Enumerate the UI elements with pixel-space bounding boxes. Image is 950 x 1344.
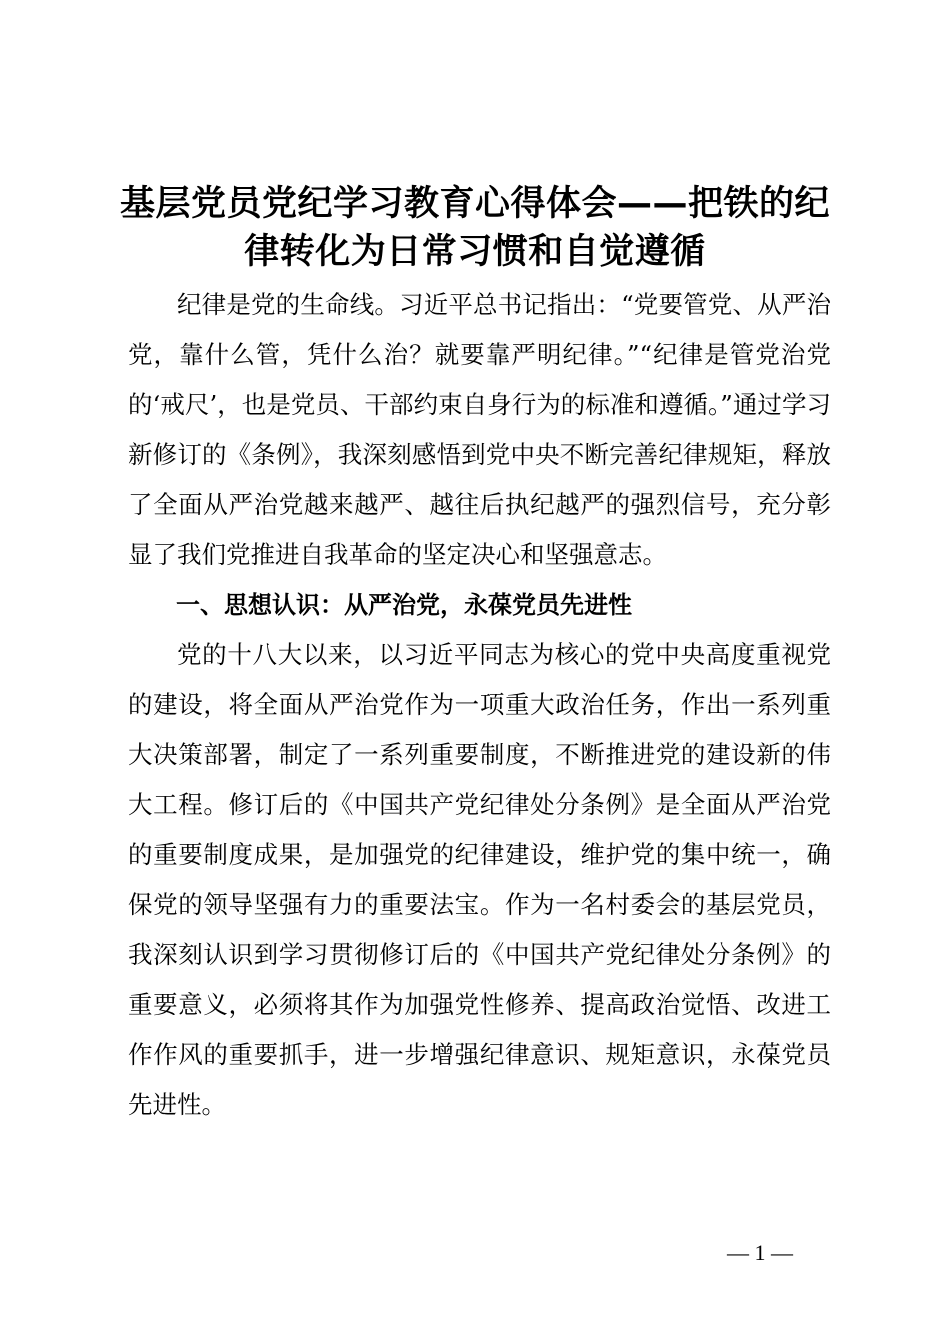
document-body	[128, 280, 831, 1130]
intro-paragraph: 纪律是党的生命线。习近平总书记指出：“党要管党、从严治党，靠什么管，凭什么治？就要靠严明纪律。”“纪律是管党治党的‘戒尺’，也是党员、干部约束自身行为的标准和遵循。”通过学习新修订的《条例》，我深刻感悟到党中央不断完善纪律规矩，释放了全面从严治党越来越严、越往后执纪越严的强烈信号，充分彰显了我们党推进自我革命的坚定决心和坚强意志。	[128, 290, 831, 569]
section-heading: 一、思想认识：从严治党，永葆党员先进性	[176, 591, 632, 619]
section-paragraph: 党的十八大以来，以习近平同志为核心的党中央高度重视党的建设，将全面从严治党作为一项重大政治任务，作出一系列重大决策部署，制定了一系列重要制度，不断推进党的建设新的伟大工程。修订后的《中国共产党纪律处分条例》是全面从严治党的重要制度成果，是加强党的纪律建设，维护党的集中统一，确保党的领导坚强有力的重要法宝。作为一名村委会的基层党员，我深刻认识到学习贯彻修订后的《中国共产党纪律处分条例》的重要意义，必须将其作为加强党性修养、提高政治觉悟、改进工作作风的重要抓手，进一步增强纪律意识、规矩意识，永葆党员先进性。	[128, 640, 831, 1119]
page-number: — 1 —	[727, 1240, 793, 1265]
document-title: 基层党员党纪学习教育心得体会——把铁的纪律转化为日常习惯和自觉遵循	[120, 184, 831, 272]
